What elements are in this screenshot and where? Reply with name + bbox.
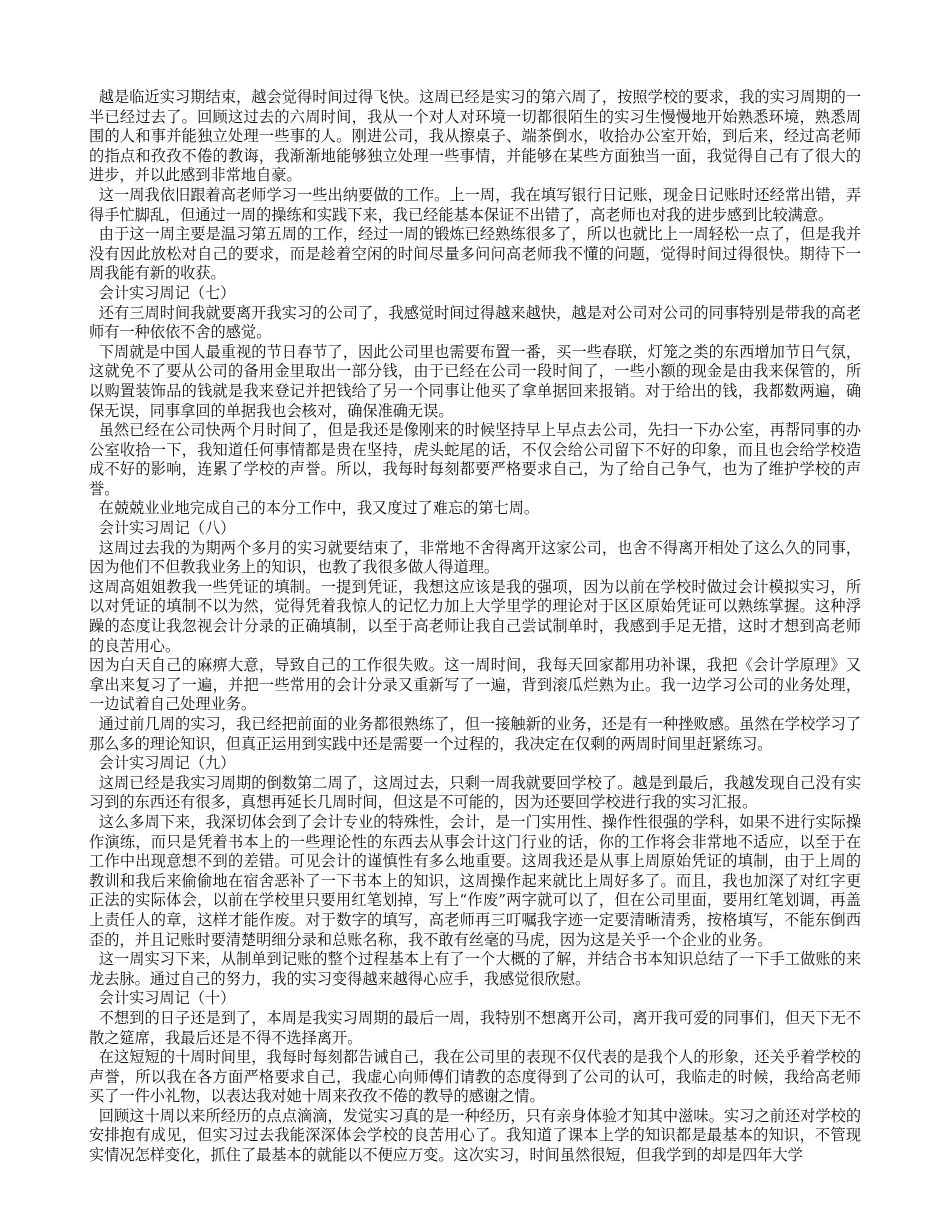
paragraph: 因为白天自己的麻痹大意，导致自己的工作很失败。这一周时间，我每天回家都用功补课，我把《会计学原理》又拿出来复习了一遍，并把一些常用的会计分录又重新写了一遍，背到滚瓜烂熟为止。我一边学习公司的业务处理，一边试着自己处理业务。 <box>89 656 861 714</box>
paragraph: 下周就是中国人最重视的节日春节了，因此公司里也需要布置一番，买一些春联，灯笼之类的东西增加节日气氛，这就免不了要从公司的备用金里取出一部分钱，由于已经在公司一段时间了，一些小额的现金是由我来保管的，所以购置装饰品的钱就是我来登记并把钱给了另一个同事让他买了拿单据回来报销。对于给出的钱，我都数两遍，确保无误，同事拿回的单据我也会核对，确保准确无误。 <box>89 342 862 420</box>
paragraph: 虽然已经在公司快两个月时间了，但是我还是像刚来的时候坚持早上早点去公司，先扫一下办公室，再帮同事的办公室收拾一下，我知道任何事情都是贵在坚持，虎头蛇尾的话，不仅会给公司留下不好的印象，而且也会给学校造成不好的影响，连累了学校的声誉。所以，我每时每刻都要严格要求自己，为了给自己争气，也为了维护学校的声誉。 <box>89 421 862 498</box>
paragraph: 在这短短的十周时间里，我每时每刻都告诫自己，我在公司里的表现不仅代表的是我个人的形象，还关乎着学校的声誉，所以我在各方面严格要求自己，我虚心向师傅们请教的态度得到了公司的认可，我临走的时候，我给高老师买了一件小礼物，以表达我对她十周来孜孜不倦的教导的感谢之情。 <box>89 1048 862 1106</box>
paragraph: 这么多周下来，我深切体会到了会计专业的特殊性，会计，是一门实用性、操作性很强的学科，如果不进行实际操作演练，而只是凭着书本上的一些理论性的东西去从事会计这门行业的话，你的工作将会非常地不适应，以至于在工作中出现意想不到的差错。可见会计的谨慎性有多么地重要。这周我还是从事上周原始凭证的填制，由于上周的教训和我后来偷偷地在宿舍恶补了一下书本上的知识，这周操作起来就比上周好多了。而且，我也加深了对红字更正法的实际体会，以前在学校里只要用红笔划掉，写上“作废”两字就可以了，但在公司里面，要用红笔划调，再盖上责任人的章，这样才能作废。对于数字的填写，高老师再三叮嘱我字迹一定要清晰清秀，按格填写，不能东倒西歪的，并且记账时要清楚明细分录和总账名称，我不敢有丝毫的马虎，因为这是关乎一个企业的业务。 <box>89 812 862 949</box>
paragraph: 不想到的日子还是到了，本周是我实习周期的最后一周，我特别不想离开公司，离开我可爱的同事们，但天下无不散之筵席，我最后还是不得不选择离开。 <box>89 1008 862 1047</box>
paragraph: 在兢兢业业地完成自己的本分工作中，我又度过了难忘的第七周。 <box>89 499 540 518</box>
section-heading-week-8: 会计实习周记（八） <box>89 519 236 538</box>
paragraph: 由于这一周主要是温习第五周的工作，经过一周的锻炼已经熟练很多了，所以也就比上一周轻松一点了，但是我并没有因此放松对自己的要求，而是趁着空闲的时间尽量多问问高老师我不懂的问题，觉得时间过得很快。期待下一周我能有新的收获。 <box>89 225 862 283</box>
paragraph: 还有三周时间我就要离开我实习的公司了，我感觉时间过得越来越快，越是对公司对公司的同事特别是带我的高老师有一种依依不舍的感觉。 <box>89 303 862 342</box>
paragraph: 这一周我依旧跟着高老师学习一些出纳要做的工作。上一周，我在填写银行日记账，现金日记账时还经常出错，弄得手忙脚乱，但通过一周的操练和实践下来，我已经能基本保证不出错了，高老师也对我的进步感到比较满意。 <box>89 185 862 224</box>
paragraph: 这周已经是我实习周期的倒数第二周了，这周过去，只剩一周我就要回学校了。越是到最后，我越发现自己没有实习到的东西还有很多，真想再延长几周时间，但这是不可能的，因为还要回学校进行我的实习汇报。 <box>89 773 862 812</box>
paragraph: 这周高姐姐教我一些凭证的填制。一提到凭证，我想这应该是我的强项，因为以前在学校时做过会计模拟实习，所以对凭证的填制不以为然，觉得凭着我惊人的记忆力加上大学里学的理论对于区区原始凭证可以熟练掌握。这种浮躁的态度让我忽视会计分录的正确填制，以至于高老师让我自己尝试制单时，我感到手足无措，这时才想到高老师的良苦用心。 <box>89 577 861 655</box>
paragraph: 这周过去我的为期两个多月的实习就要结束了，非常地不舍得离开这家公司，也舍不得离开相处了这么久的同事，因为他们不但教我业务上的知识，也教了我很多做人得道理。 <box>89 538 862 577</box>
document-page <box>89 88 861 1166</box>
paragraph: 这一周实习下来，从制单到记账的整个过程基本上有了一个大概的了解，并结合书本知识总结了一下手工做账的来龙去脉。通过自己的努力，我的实习变得越来越得心应手，我感觉很欣慰。 <box>89 950 862 988</box>
section-heading-week-10: 会计实习周记（十） <box>89 989 236 1008</box>
section-heading-week-9: 会计实习周记（九） <box>89 754 236 773</box>
paragraph: 越是临近实习期结束，越会觉得时间过得飞快。这周已经是实习的第六周了，按照学校的要求，我的实习周期的一半已经过去了。回顾这过去的六周时间，我从一个对人对环境一切都很陌生的实习生慢慢地开始熟悉环境，熟悉周围的人和事并能独立处理一些事的人。刚进公司，我从擦桌子、端茶倒水，收拾办公室开始，到后来，经过高老师的指点和孜孜不倦的教诲，我渐渐地能够独立处理一些事情，并能够在某些方面独当一面，我觉得自己有了很大的进步，并以此感到非常地自豪。 <box>89 88 862 185</box>
section-heading-week-7: 会计实习周记（七） <box>89 283 236 302</box>
paragraph: 通过前几周的实习，我已经把前面的业务都很熟练了，但一接触新的业务，还是有一种挫败感。虽然在学校学习了那么多的理论知识，但真正运用到实践中还是需要一个过程的，我决定在仅剩的两周时间里赶紧练习。 <box>89 715 862 753</box>
paragraph: 回顾这十周以来所经历的点点滴滴，发觉实习真的是一种经历，只有亲身体验才知其中滋味。实习之前还对学校的安排抱有成见，但实习过去我能深深体会学校的良苦用心了。我知道了课本上学的知识都是最基本的知识，不管现实情况怎样变化，抓住了最基本的就能以不便应万变。这次实习，时间虽然很短，但我学到的却是四年大学 <box>89 1106 862 1165</box>
